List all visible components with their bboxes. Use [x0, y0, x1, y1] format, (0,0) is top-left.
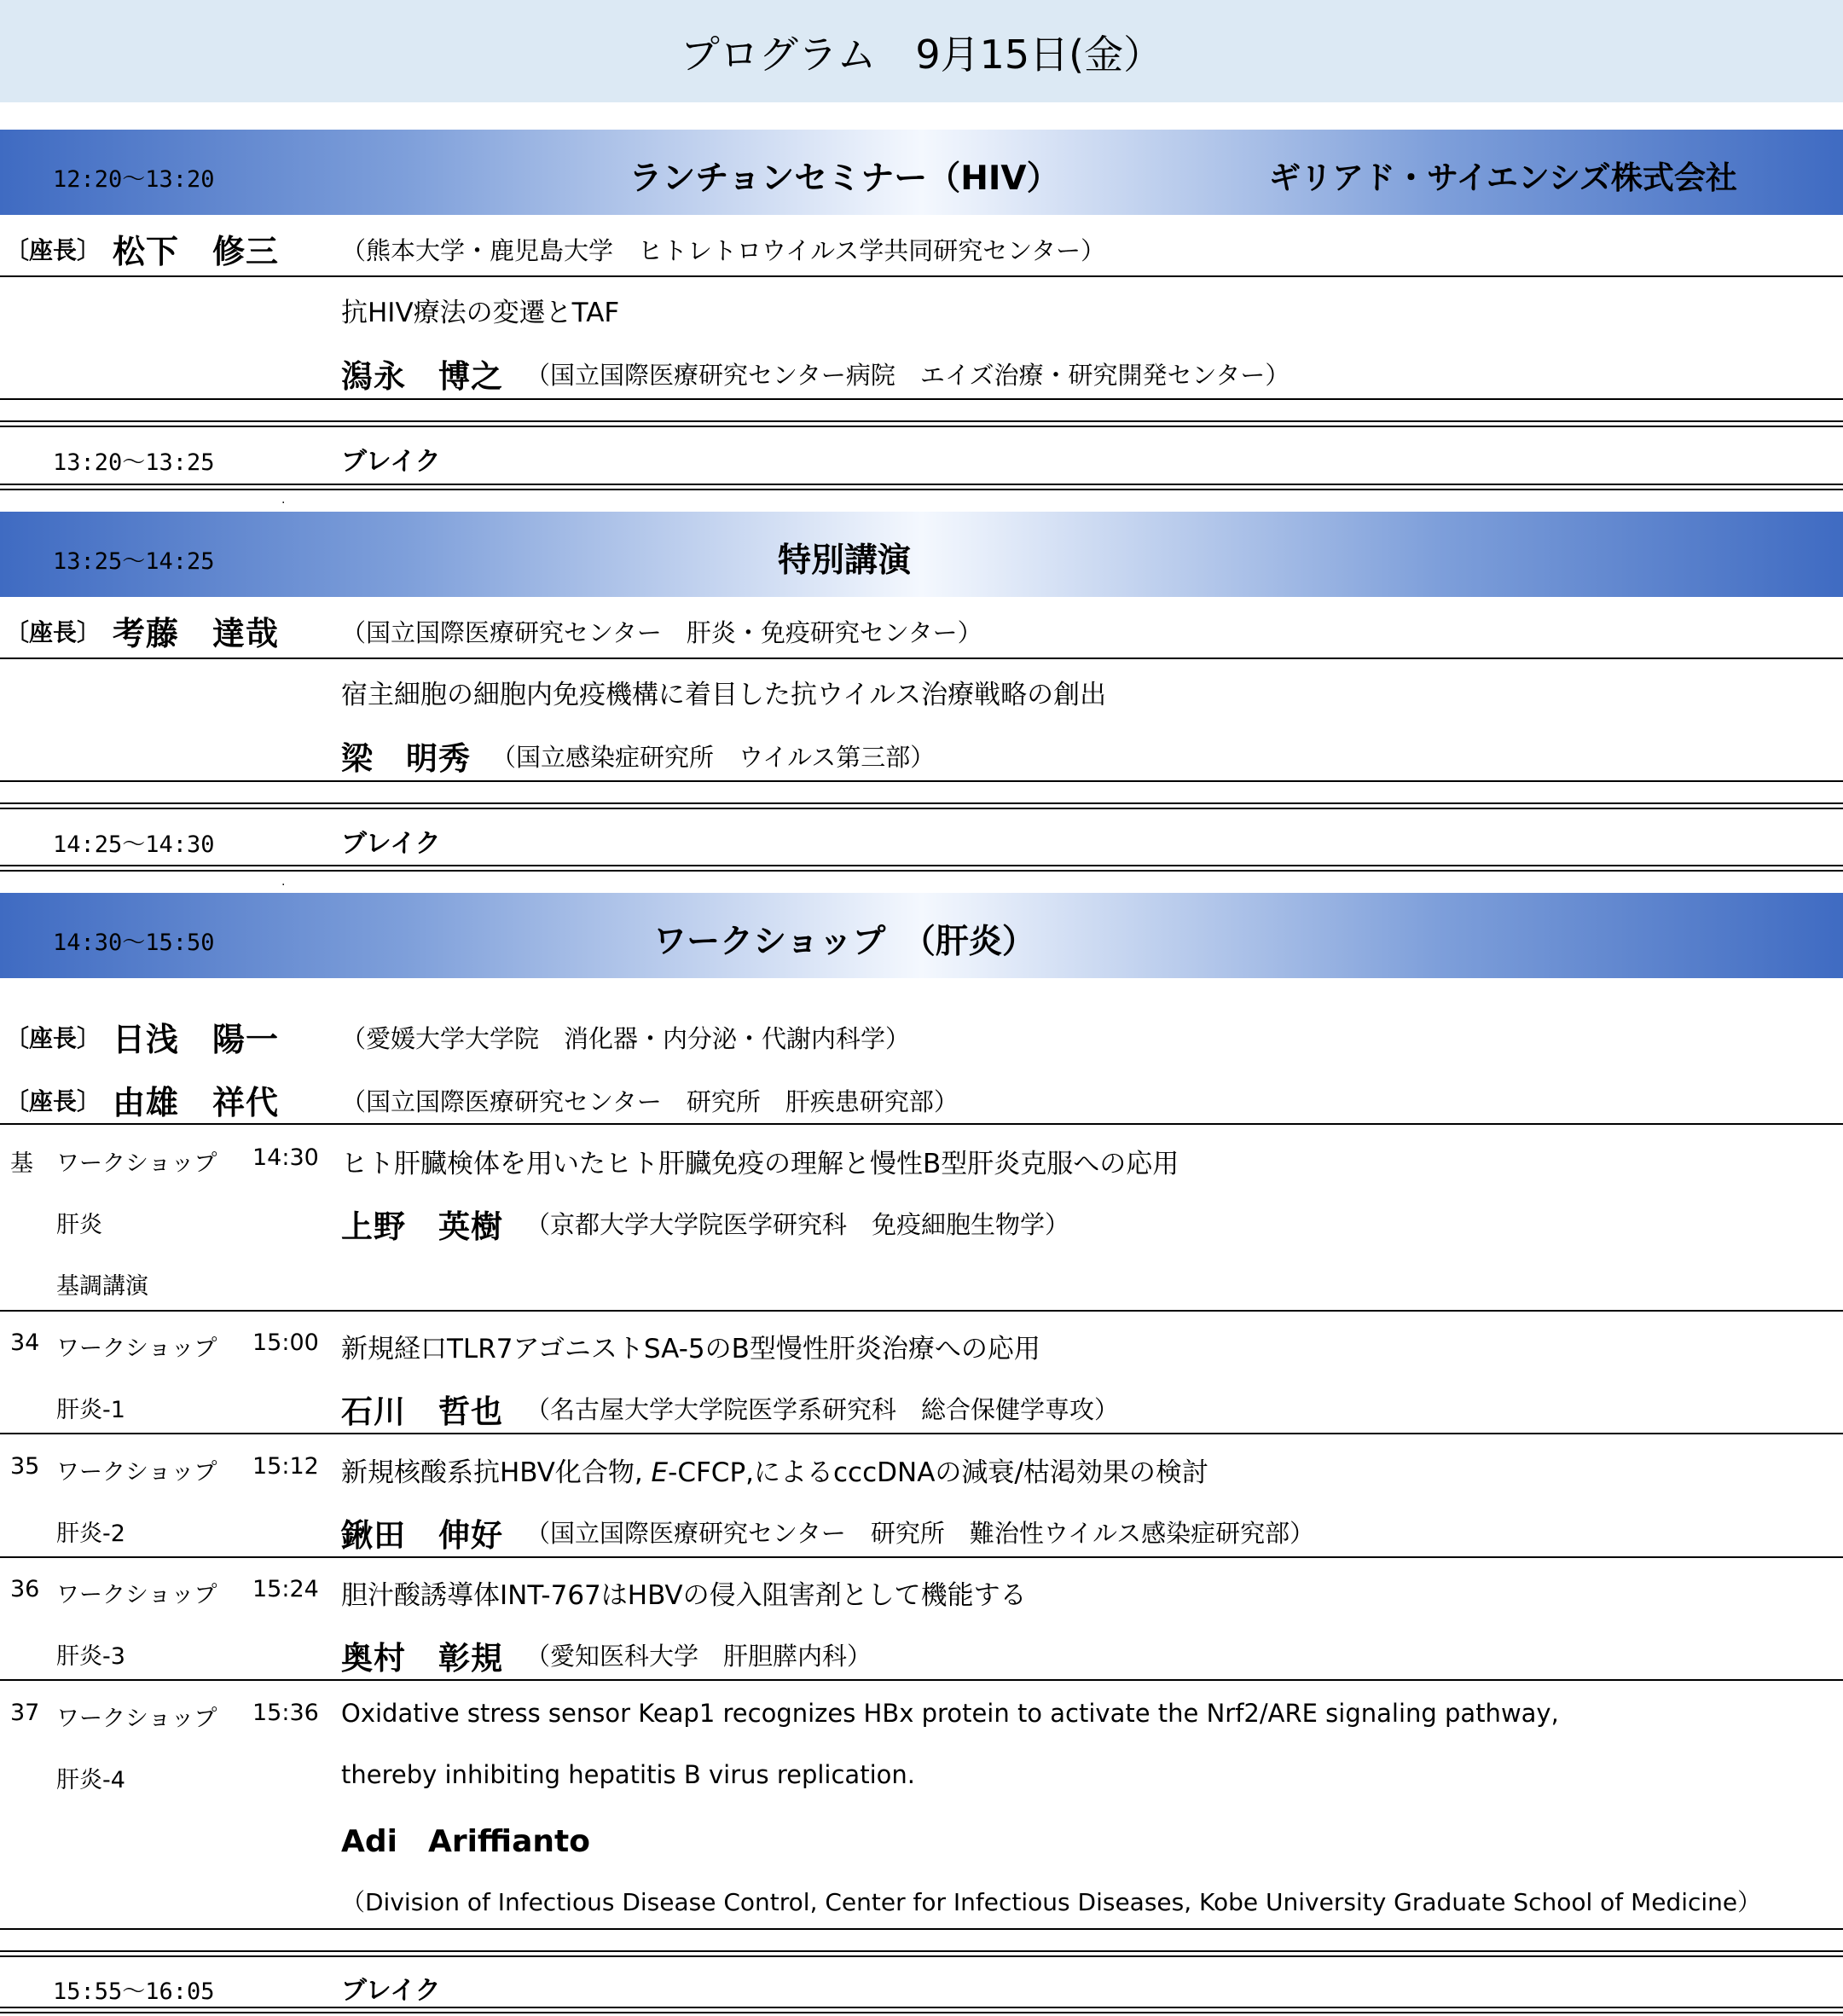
talk-session: ワークショップ — [56, 1150, 217, 1177]
speaker-affiliation: （Division of Infectious Disease Control, Center for Infectious Diseases, Kobe University Graduate School of Medicine） — [341, 1888, 1762, 1916]
divider — [0, 489, 1843, 490]
speaker-affiliation: （名古屋大学大学院医学系研究科 総合保健学専攻） — [525, 1395, 1120, 1424]
session-time: 12:20～13:20 — [53, 166, 215, 193]
session-title: ワークショップ （肝炎） — [653, 923, 1035, 961]
chair-name: 松下 修三 — [113, 233, 280, 270]
divider — [0, 398, 1843, 400]
talk-category: 肝炎-4 — [56, 1767, 125, 1793]
chair-affiliation: （熊本大学・鹿児島大学 ヒトレトロウイルス学共同研究センター） — [341, 236, 1106, 265]
divider — [0, 484, 1843, 485]
talk-time: 14:30 — [252, 1144, 319, 1171]
speaker-affiliation: （国立国際医療研究センター 研究所 難治性ウイルス感染症研究部） — [525, 1519, 1315, 1548]
divider — [0, 865, 1843, 866]
break-label: ブレイク — [341, 447, 441, 477]
talk-title: ヒト肝臓検体を用いたヒト肝臓免疫の理解と慢性B型肝炎克服への応用 — [341, 1149, 1179, 1179]
talk-title: 抗HIV療法の変遷とTAF — [341, 298, 620, 328]
talk-session: ワークショップ — [56, 1459, 217, 1486]
speaker-name: 奥村 彰規 — [341, 1640, 503, 1677]
break-label: ブレイク — [341, 1976, 441, 2006]
stray-dot: . — [281, 493, 286, 507]
speaker-affiliation: （愛知医科大学 肝胆膵内科） — [525, 1642, 872, 1671]
talk-number: 34 — [10, 1330, 40, 1356]
stray-dot: . — [281, 875, 286, 889]
divider — [0, 780, 1843, 782]
break-label: ブレイク — [341, 829, 441, 859]
chair-tag: 〔座長〕 — [5, 618, 101, 646]
session-time: 13:25～14:25 — [53, 548, 215, 575]
break-time: 14:25～14:30 — [53, 831, 215, 858]
speaker-name: 石川 哲也 — [341, 1393, 503, 1430]
chair-name: 日浅 陽一 — [113, 1021, 280, 1058]
divider — [0, 1950, 1843, 1952]
talk-category: 肝炎 — [56, 1212, 102, 1238]
divider — [0, 2012, 1843, 2013]
chair-tag: 〔座長〕 — [5, 236, 101, 264]
chair-tag: 〔座長〕 — [5, 1087, 101, 1115]
session-title: ランチョンセミナー（HIV） — [629, 159, 1060, 198]
divider — [0, 808, 1843, 809]
page-title: プログラム 9月15日(金） — [680, 32, 1163, 78]
speaker-name: 梁 明秀 — [341, 740, 471, 777]
divider — [0, 658, 1843, 659]
talk-category: 肝炎-1 — [56, 1397, 125, 1423]
chair-name: 考藤 達哉 — [113, 615, 280, 652]
talk-time: 15:12 — [252, 1453, 319, 1480]
talk-title-continued: thereby inhibiting hepatitis B virus replication. — [341, 1760, 915, 1789]
talk-number: 基 — [10, 1150, 33, 1177]
talk-number: 35 — [10, 1453, 40, 1480]
session-title: 特別講演 — [777, 542, 911, 580]
session-time: 14:30～15:50 — [53, 930, 215, 956]
talk-title: 新規経口TLR7アゴニストSA-5のB型慢性肝炎治療への応用 — [341, 1334, 1040, 1364]
talk-title-part: -CFCP,によるcccDNAの減衰/枯渇効果の検討 — [668, 1457, 1208, 1488]
divider — [0, 1433, 1843, 1434]
divider — [0, 870, 1843, 872]
chair-name: 由雄 祥代 — [113, 1084, 280, 1121]
break-time: 15:55～16:05 — [53, 1978, 215, 2005]
talk-title — [341, 1451, 1208, 1489]
session-sponsor: ギリアド・サイエンシズ株式会社 — [1269, 159, 1737, 196]
divider — [0, 2007, 1843, 2008]
speaker-affiliation: （京都大学大学院医学研究科 免疫細胞生物学） — [525, 1210, 1070, 1239]
divider — [0, 1955, 1843, 1957]
divider — [0, 1123, 1843, 1125]
chair-affiliation: （国立国際医療研究センター 研究所 肝疾患研究部） — [341, 1087, 959, 1116]
talk-time: 15:36 — [252, 1700, 319, 1726]
talk-title: Oxidative stress sensor Keap1 recognizes HBx protein to activate the Nrf2/ARE signaling pathway, — [341, 1699, 1559, 1728]
chair-affiliation: （愛媛大学大学院 消化器・内分泌・代謝内科学） — [341, 1024, 911, 1053]
chair-affiliation: （国立国際医療研究センター 肝炎・免疫研究センター） — [341, 618, 982, 647]
talk-number: 36 — [10, 1576, 40, 1602]
talk-session: ワークショップ — [56, 1335, 217, 1362]
divider — [0, 1556, 1843, 1558]
divider — [0, 420, 1843, 422]
talk-category: 肝炎-3 — [56, 1643, 125, 1670]
break-time: 13:20～13:25 — [53, 449, 215, 476]
speaker-affiliation: （国立感染症研究所 ウイルス第三部） — [491, 743, 936, 772]
divider — [0, 275, 1843, 277]
divider — [0, 1928, 1843, 1930]
talk-number: 37 — [10, 1700, 40, 1726]
speaker-name: Adi Ariffianto — [341, 1824, 590, 1859]
talk-category: 基調講演 — [56, 1273, 148, 1300]
speaker-name: 潟永 博之 — [341, 358, 503, 395]
speaker-affiliation: （国立国際医療研究センター病院 エイズ治療・研究開発センター） — [525, 361, 1290, 390]
divider — [0, 802, 1843, 804]
divider — [0, 1310, 1843, 1312]
divider — [0, 426, 1843, 427]
divider — [0, 1679, 1843, 1681]
talk-title-italic: E — [651, 1457, 669, 1488]
speaker-name: 上野 英樹 — [341, 1208, 503, 1245]
talk-title-part: 新規核酸系抗HBV化合物, — [341, 1457, 652, 1488]
talk-category: 肝炎-2 — [56, 1521, 125, 1547]
talk-title: 宿主細胞の細胞内免疫機構に着目した抗ウイルス治療戦略の創出 — [341, 680, 1107, 710]
talk-title: 胆汁酸誘導体INT-767はHBVの侵入阻害剤として機能する — [341, 1580, 1027, 1611]
speaker-name: 鍬田 伸好 — [341, 1517, 503, 1554]
chair-tag: 〔座長〕 — [5, 1024, 101, 1052]
talk-time: 15:00 — [252, 1330, 319, 1356]
talk-time: 15:24 — [252, 1576, 319, 1602]
talk-session: ワークショップ — [56, 1582, 217, 1608]
talk-session: ワークショップ — [56, 1706, 217, 1732]
